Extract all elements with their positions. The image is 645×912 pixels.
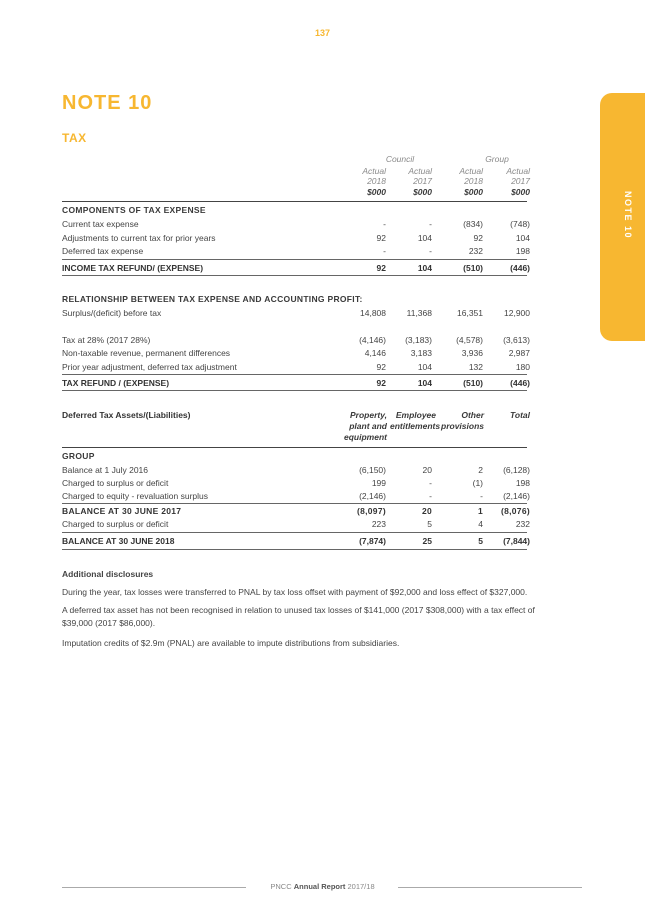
- row-label: BALANCE AT 30 JUNE 2017: [62, 506, 182, 516]
- cell: (834): [463, 219, 483, 229]
- cell: 5: [478, 536, 483, 546]
- row-label: Deferred tax expense: [62, 246, 144, 256]
- col-unit: $000: [464, 187, 483, 197]
- row-label: INCOME TAX REFUND/ (EXPENSE): [62, 263, 204, 273]
- row-label: Charged to surplus or deficit: [62, 519, 169, 529]
- cell: 20: [421, 506, 432, 516]
- group-heading: GROUP: [62, 451, 95, 461]
- col-unit: $000: [413, 187, 432, 197]
- col-header-employee: Employee entitlements: [390, 410, 441, 431]
- row-label: Adjustments to current tax for prior years: [62, 233, 216, 243]
- col-header-total: Total: [510, 410, 530, 420]
- cell: (3,183): [405, 335, 432, 345]
- row-label: TAX REFUND / (EXPENSE): [62, 378, 170, 388]
- cell: (8,097): [356, 506, 386, 516]
- balance-row: [62, 504, 530, 518]
- balance-row: [62, 534, 530, 548]
- row-label: Surplus/(deficit) before tax: [62, 308, 162, 318]
- cell: (2,146): [359, 491, 386, 501]
- cell: 104: [417, 233, 432, 243]
- deferred-tax-title: Deferred Tax Assets/(Liabilities): [62, 410, 191, 420]
- cell: 2,987: [508, 348, 530, 358]
- table-row: [62, 463, 530, 477]
- components-heading: COMPONENTS OF TAX EXPENSE: [62, 205, 206, 215]
- cell: -: [383, 219, 386, 229]
- cell: 198: [515, 246, 530, 256]
- disclosure-paragraph: During the year, tax losses were transferred to PNAL by tax loss offset with payment of $92,000 and loss effect of $327,000.: [62, 587, 528, 597]
- cell: -: [429, 491, 432, 501]
- cell: (7,844): [503, 536, 530, 546]
- col-year: 2017: [511, 176, 530, 186]
- disclosure-paragraph: A deferred tax asset has not been recognised in relation to unused tax losses of $141,000 (2017 $308,000) with a tax effect of $39,000 (2017 $86,000).: [62, 605, 535, 628]
- footer-org: PNCC: [270, 882, 292, 891]
- group-header-group: Group: [485, 154, 509, 164]
- cell: 92: [376, 378, 386, 388]
- cell: (4,146): [359, 335, 386, 345]
- row-label: BALANCE AT 30 JUNE 2018: [62, 536, 175, 546]
- side-tab: [600, 93, 645, 341]
- cell: 3,183: [410, 348, 432, 358]
- cell: (4,578): [456, 335, 483, 345]
- table-row: [62, 517, 530, 531]
- divider: [62, 374, 527, 375]
- row-label: Balance at 1 July 2016: [62, 465, 149, 475]
- cell: 180: [515, 362, 530, 372]
- cell: 198: [515, 478, 530, 488]
- row-label: Non-taxable revenue, permanent differences: [62, 348, 231, 358]
- cell: (7,874): [359, 536, 386, 546]
- cell: (6,128): [503, 465, 530, 475]
- cell: -: [429, 246, 432, 256]
- cell: 92: [376, 233, 386, 243]
- row-label: Prior year adjustment, deferred tax adjustment: [62, 362, 237, 372]
- cell: 104: [417, 362, 432, 372]
- divider: [62, 201, 527, 202]
- divider: [62, 259, 527, 260]
- table-row: [62, 489, 530, 503]
- cell: (8,076): [500, 506, 530, 516]
- col-actual: Actual: [459, 166, 483, 176]
- group-header-council: Council: [385, 154, 415, 164]
- cell: 2: [478, 465, 483, 475]
- cell: 92: [376, 362, 386, 372]
- row-label: Charged to equity - revaluation surplus: [62, 491, 208, 501]
- cell: (748): [510, 219, 530, 229]
- cell: -: [383, 246, 386, 256]
- divider: [62, 275, 527, 276]
- col-unit: $000: [367, 187, 386, 197]
- section-title: TAX: [62, 131, 87, 145]
- page-number: 137: [314, 28, 331, 38]
- cell: 132: [468, 362, 483, 372]
- footer-year: 2017/18: [347, 882, 375, 891]
- cell: 25: [422, 536, 432, 546]
- col-year: 2018: [367, 176, 386, 186]
- cell: 11,368: [406, 308, 432, 318]
- table-row: [62, 346, 530, 360]
- cell: 92: [376, 263, 386, 273]
- table-row: [62, 244, 530, 258]
- table-row: [62, 231, 530, 245]
- cell: 104: [417, 263, 432, 273]
- cell: (3,613): [503, 335, 530, 345]
- divider: [62, 390, 527, 391]
- cell: 104: [417, 378, 432, 388]
- cell: -: [429, 219, 432, 229]
- disclosures-heading: Additional disclosures: [62, 569, 154, 579]
- cell: 4,146: [364, 348, 386, 358]
- cell: 16,351: [457, 308, 483, 318]
- cell: 104: [515, 233, 530, 243]
- note-title: NOTE 10: [62, 92, 153, 114]
- cell: (510): [463, 263, 483, 273]
- disclosure-paragraph: Imputation credits of $2.9m (PNAL) are available to impute distributions from subsidiaries.: [62, 638, 400, 648]
- cell: -: [480, 491, 483, 501]
- divider: [62, 549, 527, 550]
- cell: 92: [473, 233, 483, 243]
- row-label: Current tax expense: [62, 219, 139, 229]
- cell: (1): [472, 478, 483, 488]
- row-label: Charged to surplus or deficit: [62, 478, 169, 488]
- footer: [0, 882, 645, 891]
- table-row: [62, 476, 530, 490]
- cell: 199: [371, 478, 386, 488]
- divider: [62, 447, 527, 448]
- row-label: Tax at 28% (2017 28%): [62, 335, 151, 345]
- col-actual: Actual: [506, 166, 530, 176]
- cell: (6,150): [359, 465, 386, 475]
- col-header-property: Property, plant and equipment: [344, 410, 387, 442]
- col-unit: $000: [511, 187, 530, 197]
- footer-report: Annual Report: [293, 882, 346, 891]
- table-row: [62, 217, 530, 231]
- total-row: [62, 376, 530, 390]
- cell: 12,900: [504, 308, 530, 318]
- cell: 4: [478, 519, 483, 529]
- cell: 14,808: [360, 308, 386, 318]
- cell: 1: [477, 506, 483, 516]
- cell: 232: [515, 519, 530, 529]
- cell: 20: [422, 465, 432, 475]
- side-tab-label: NOTE 10: [623, 191, 633, 240]
- cell: (446): [510, 263, 530, 273]
- table-row: [62, 360, 530, 374]
- col-year: 2017: [413, 176, 432, 186]
- cell: (2,146): [503, 491, 530, 501]
- table-row: [62, 306, 530, 320]
- cell: -: [429, 478, 432, 488]
- col-actual: Actual: [362, 166, 386, 176]
- col-actual: Actual: [408, 166, 432, 176]
- cell: 5: [427, 519, 432, 529]
- cell: 232: [468, 246, 483, 256]
- table-row: [62, 333, 530, 347]
- col-year: 2018: [464, 176, 483, 186]
- total-row: [62, 261, 530, 275]
- cell: 223: [371, 519, 386, 529]
- relationship-heading: RELATIONSHIP BETWEEN TAX EXPENSE AND ACCOUNTING PROFIT:: [62, 294, 363, 304]
- divider: [62, 532, 527, 533]
- cell: 3,936: [461, 348, 483, 358]
- col-header-other: Other provisions: [441, 410, 484, 431]
- cell: (510): [463, 378, 483, 388]
- cell: (446): [510, 378, 530, 388]
